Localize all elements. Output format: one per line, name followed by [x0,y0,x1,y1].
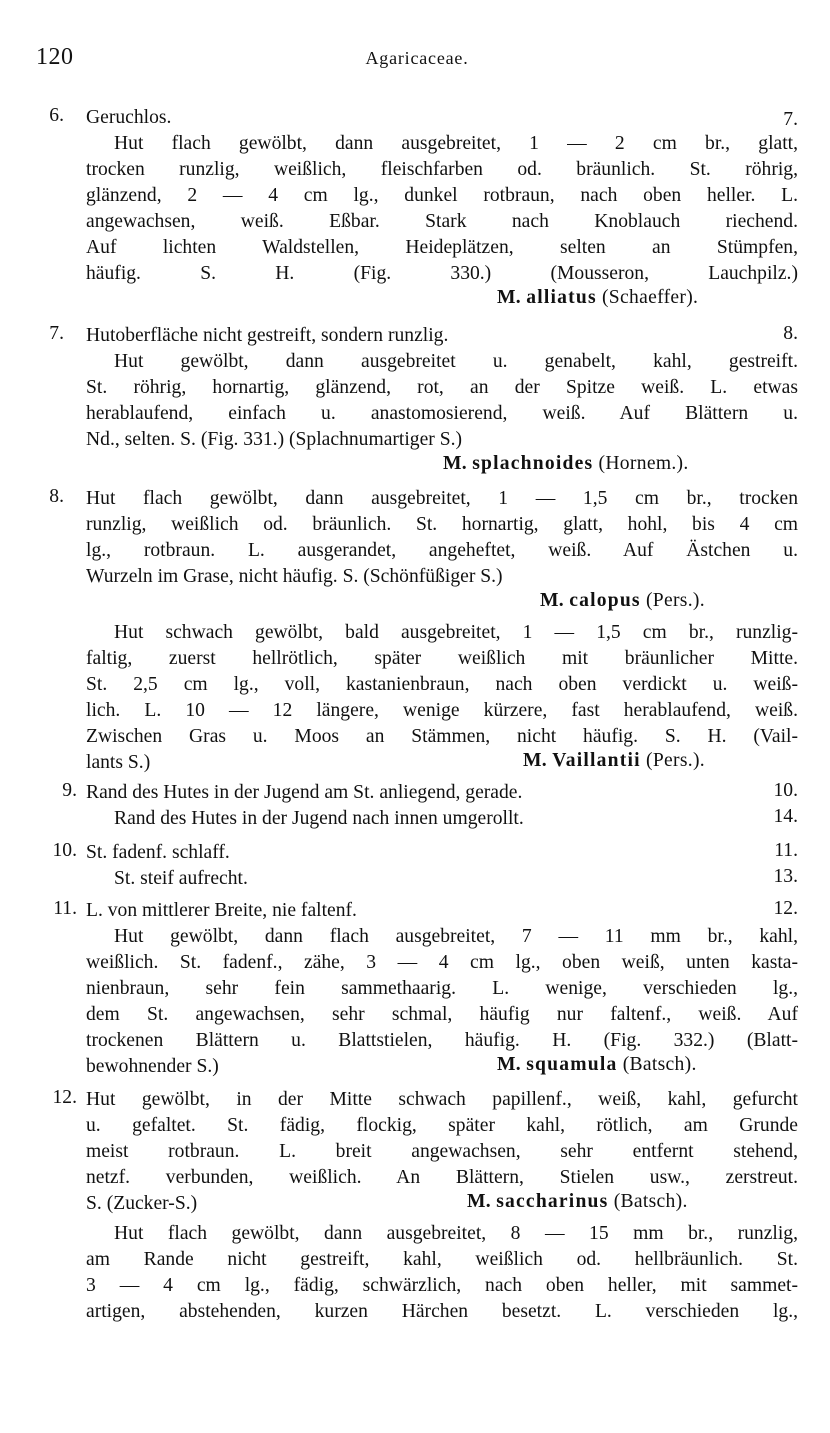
alternative-line: faltig, zuerst hellrötlich, später weißlich mit bräunlicher Mitte. [86,648,798,669]
species-name [467,1191,688,1213]
description-line: Hut gewölbt, dann flach ausgebreitet, 7 — 11 mm br., kahl, [114,926,798,947]
alternative-line: Hut schwach gewölbt, bald ausgebreitet, 1 — 1,5 cm br., runzlig- [114,622,798,643]
species-name [443,453,689,475]
couplet-number: 8. [49,486,64,507]
lead-line: meist rotbraun. L. breit angewachsen, sehr entfernt stehend, [86,1141,798,1162]
description-line: Hut gewölbt, dann ausgebreitet u. genabelt, kahl, gestreift. [114,351,798,372]
page-number: 120 [36,44,74,70]
genus-abbrev: M. [497,1054,521,1075]
couplet-alternative: St. steif aufrecht. [114,868,248,889]
alternative-reference: 14. [773,806,798,827]
species-epithet: splachnoides [472,453,594,474]
lead-reference: 8. [783,323,798,344]
description-line: angewachsen, weiß. Eßbar. Stark nach Knoblauch riechend. [86,211,798,232]
species-name [497,287,698,309]
lead-line: lg., rotbraun. L. ausgerandet, angeheftet, weiß. Auf Ästchen u. [86,540,798,561]
genus-abbrev: M. [540,590,564,611]
species-epithet: Vaillantii [552,750,641,771]
couplet-alternative: Rand des Hutes in der Jugend nach innen umgerollt. [114,808,524,829]
couplet-number: 6. [49,105,64,126]
lead-reference: 7. [783,109,798,130]
lead-line: S. (Zucker-S.) [86,1193,198,1214]
description-line: Auf lichten Waldstellen, Heideplätzen, selten an Stümpfen, [86,237,798,258]
species-name [540,590,705,612]
description-line: St. röhrig, hornartig, glänzend, rot, an der Spitze weiß. L. etwas [86,377,798,398]
description-line: häufig. S. H. (Fig. 330.) (Mousseron, Lauchpilz.) [86,263,798,284]
species-author: (Pers.). [646,750,705,771]
description-line: nienbraun, sehr fein sammethaarig. L. wenige, verschieden lg., [86,978,798,999]
lead-line: Wurzeln im Grase, nicht häufig. S. (Schönfüßiger S.) [86,566,503,587]
couplet-lead: St. fadenf. schlaff. [86,842,230,863]
alternative-line: Zwischen Gras u. Moos an Stämmen, nicht häufig. S. H. (Vail- [86,726,798,747]
alternative-reference: 13. [773,866,798,887]
description-line: glänzend, 2 — 4 cm lg., dunkel rotbraun, nach oben heller. L. [86,185,798,206]
species-author: (Schaeffer). [601,287,699,308]
couplet-lead: L. von mittlerer Breite, nie faltenf. [86,900,357,921]
species-epithet: saccharinus [496,1191,609,1212]
lead-reference: 10. [773,780,798,801]
genus-abbrev: M. [443,453,467,474]
alternative-line: lich. L. 10 — 12 längere, wenige kürzere, fast herablaufend, weiß. [86,700,798,721]
lead-text: Geruchlos. [86,107,172,128]
running-head: Agaricaceae. [365,48,469,68]
species-name [523,750,705,772]
alternative-line: lants S.) [86,752,151,773]
couplet-number: 10. [52,840,77,861]
species-epithet: calopus [569,590,641,611]
lead-reference: 12. [773,898,798,919]
couplet-number: 7. [49,323,64,344]
description-line: dem St. angewachsen, sehr schmal, häufig nur faltenf., weiß. Auf [86,1004,798,1025]
couplet-number: 9. [62,780,77,801]
description-line: herablaufend, einfach u. anastomosierend, weiß. Auf Blättern u. [86,403,798,424]
lead-reference: 11. [774,840,798,861]
genus-abbrev: M. [523,750,547,771]
description-line: Hut flach gewölbt, dann ausgebreitet, 1 — 2 cm br., glatt, [114,133,798,154]
couplet-number: 11. [53,898,77,919]
description-line: trocken runzlig, weißlich, fleischfarben od. bräunlich. St. röhrig, [86,159,798,180]
page-header [36,44,798,74]
species-epithet: squamula [526,1054,618,1075]
lead-line: u. gefaltet. St. fädig, flockig, später kahl, rötlich, am Grunde [86,1115,798,1136]
species-author: (Batsch). [622,1054,697,1075]
description-line: weißlich. St. fadenf., zähe, 3 — 4 cm lg., oben weiß, unten kasta- [86,952,798,973]
couplet-lead [86,323,798,349]
couplet-lead: Rand des Hutes in der Jugend am St. anliegend, gerade. [86,782,523,803]
description-line: Nd., selten. S. (Fig. 331.) (Splachnumartiger S.) [86,429,463,450]
species-name [497,1054,697,1076]
couplet-number: 12. [52,1087,77,1108]
alternative-line: Hut flach gewölbt, dann ausgebreitet, 8 — 15 mm br., runzlig, [114,1223,798,1244]
species-author: (Batsch). [613,1191,688,1212]
alternative-line: am Rande nicht gestreift, kahl, weißlich od. hellbräunlich. St. [86,1249,798,1270]
lead-line: runzlig, weißlich od. bräunlich. St. hornartig, glatt, hohl, bis 4 cm [86,514,798,535]
species-author: (Pers.). [645,590,705,611]
couplet-lead [86,105,798,131]
description-line: trockenen Blättern u. Blattstielen, häufig. H. (Fig. 332.) (Blatt- [86,1030,798,1051]
species-author: (Hornem.). [598,453,689,474]
description-line: bewohnender S.) [86,1056,219,1077]
species-epithet: alliatus [526,287,597,308]
genus-abbrev: M. [497,287,521,308]
lead-text: Hutoberfläche nicht gestreift, sondern runzlig. [86,325,449,346]
lead-line: Hut gewölbt, in der Mitte schwach papillenf., weiß, kahl, gefurcht [86,1089,798,1110]
alternative-line: St. 2,5 cm lg., voll, kastanienbraun, nach oben verdickt u. weiß- [86,674,798,695]
alternative-line: 3 — 4 cm lg., fädig, schwärzlich, nach oben heller, mit sammet- [86,1275,798,1296]
genus-abbrev: M. [467,1191,491,1212]
lead-line: netzf. verbunden, weißlich. An Blättern, Stielen usw., zerstreut. [86,1167,798,1188]
alternative-line: artigen, abstehenden, kurzen Härchen besetzt. L. verschieden lg., [86,1301,798,1322]
lead-line: Hut flach gewölbt, dann ausgebreitet, 1 — 1,5 cm br., trocken [86,488,798,509]
